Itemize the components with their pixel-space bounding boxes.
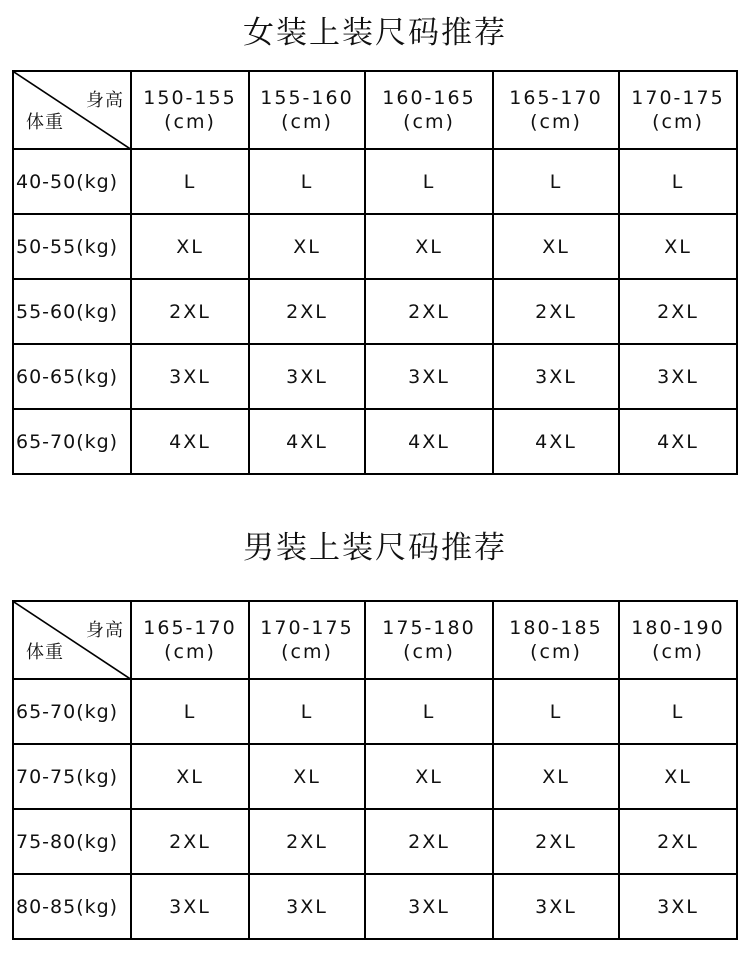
table-row xyxy=(13,809,737,874)
height-range: 180-190 xyxy=(631,617,725,639)
height-axis-label: 身高 xyxy=(86,620,124,641)
weight-row-header: 40-50(kg) xyxy=(13,149,131,214)
height-column-header xyxy=(619,601,737,679)
men-size-table xyxy=(12,600,738,940)
table-row xyxy=(13,279,737,344)
header-row xyxy=(13,601,737,679)
weight-row-header: 65-70(kg) xyxy=(13,409,131,474)
weight-row-header: 50-55(kg) xyxy=(13,214,131,279)
size-cell: 4XL xyxy=(619,409,737,474)
size-cell: 3XL xyxy=(249,344,365,409)
height-column-header xyxy=(493,601,619,679)
weight-row-header: 65-70(kg) xyxy=(13,679,131,744)
weight-axis-label: 体重 xyxy=(26,112,64,133)
header-row xyxy=(13,71,737,149)
size-cell: L xyxy=(365,149,493,214)
size-cell: L xyxy=(493,679,619,744)
height-range: 165-170 xyxy=(143,617,237,639)
size-cell: 2XL xyxy=(493,279,619,344)
height-unit: (cm) xyxy=(530,111,582,133)
size-cell: XL xyxy=(131,744,249,809)
size-cell: 2XL xyxy=(249,809,365,874)
size-cell: L xyxy=(249,149,365,214)
size-cell: L xyxy=(131,679,249,744)
weight-row-header: 55-60(kg) xyxy=(13,279,131,344)
size-cell: 2XL xyxy=(131,279,249,344)
height-column-header xyxy=(249,71,365,149)
size-cell: 2XL xyxy=(131,809,249,874)
size-cell: XL xyxy=(619,744,737,809)
table-row xyxy=(13,679,737,744)
size-cell: 3XL xyxy=(619,344,737,409)
size-cell: XL xyxy=(493,744,619,809)
height-unit: (cm) xyxy=(281,641,333,663)
size-cell: 4XL xyxy=(249,409,365,474)
size-cell: L xyxy=(249,679,365,744)
size-cell: 3XL xyxy=(493,344,619,409)
table-row xyxy=(13,344,737,409)
size-cell: 3XL xyxy=(249,874,365,939)
women-size-table xyxy=(12,70,738,475)
height-unit: (cm) xyxy=(652,111,704,133)
size-cell: XL xyxy=(365,214,493,279)
height-axis-label: 身高 xyxy=(86,90,124,111)
height-unit: (cm) xyxy=(281,111,333,133)
height-range: 180-185 xyxy=(509,617,603,639)
height-range: 165-170 xyxy=(509,87,603,109)
height-column-header xyxy=(131,601,249,679)
size-cell: 3XL xyxy=(131,344,249,409)
height-range: 170-175 xyxy=(260,617,354,639)
height-column-header xyxy=(493,71,619,149)
size-cell: 3XL xyxy=(131,874,249,939)
table-row xyxy=(13,409,737,474)
size-cell: 4XL xyxy=(365,409,493,474)
corner-cell xyxy=(13,601,131,679)
height-unit: (cm) xyxy=(164,111,216,133)
height-range: 175-180 xyxy=(382,617,476,639)
table-row xyxy=(13,744,737,809)
size-cell: 2XL xyxy=(365,809,493,874)
height-range: 160-165 xyxy=(382,87,476,109)
size-cell: L xyxy=(365,679,493,744)
height-column-header xyxy=(365,601,493,679)
size-cell: XL xyxy=(249,744,365,809)
height-unit: (cm) xyxy=(164,641,216,663)
weight-axis-label: 体重 xyxy=(26,642,64,663)
height-range: 150-155 xyxy=(143,87,237,109)
height-column-header xyxy=(131,71,249,149)
size-cell: 2XL xyxy=(365,279,493,344)
size-cell: 3XL xyxy=(493,874,619,939)
weight-row-header: 80-85(kg) xyxy=(13,874,131,939)
height-unit: (cm) xyxy=(403,111,455,133)
size-cell: XL xyxy=(249,214,365,279)
table-row xyxy=(13,149,737,214)
height-column-header xyxy=(619,71,737,149)
size-cell: 3XL xyxy=(365,874,493,939)
weight-row-header: 75-80(kg) xyxy=(13,809,131,874)
size-cell: 4XL xyxy=(131,409,249,474)
height-range: 170-175 xyxy=(631,87,725,109)
weight-row-header: 60-65(kg) xyxy=(13,344,131,409)
height-unit: (cm) xyxy=(403,641,455,663)
table-row xyxy=(13,214,737,279)
table-row xyxy=(13,874,737,939)
size-cell: XL xyxy=(493,214,619,279)
size-cell: 2XL xyxy=(619,809,737,874)
size-cell: 4XL xyxy=(493,409,619,474)
height-unit: (cm) xyxy=(530,641,582,663)
size-cell: L xyxy=(493,149,619,214)
height-unit: (cm) xyxy=(652,641,704,663)
men-size-chart-title: 男装上装尺码推荐 xyxy=(243,530,507,566)
size-cell: 3XL xyxy=(365,344,493,409)
size-cell: XL xyxy=(619,214,737,279)
weight-row-header: 70-75(kg) xyxy=(13,744,131,809)
women-size-chart-title: 女装上装尺码推荐 xyxy=(243,15,507,51)
size-cell: L xyxy=(619,679,737,744)
size-cell: XL xyxy=(365,744,493,809)
height-column-header xyxy=(365,71,493,149)
size-cell: L xyxy=(131,149,249,214)
size-cell: XL xyxy=(131,214,249,279)
height-column-header xyxy=(249,601,365,679)
corner-cell xyxy=(13,71,131,149)
size-cell: L xyxy=(619,149,737,214)
size-cell: 2XL xyxy=(619,279,737,344)
size-cell: 3XL xyxy=(619,874,737,939)
size-cell: 2XL xyxy=(249,279,365,344)
height-range: 155-160 xyxy=(260,87,354,109)
size-cell: 2XL xyxy=(493,809,619,874)
